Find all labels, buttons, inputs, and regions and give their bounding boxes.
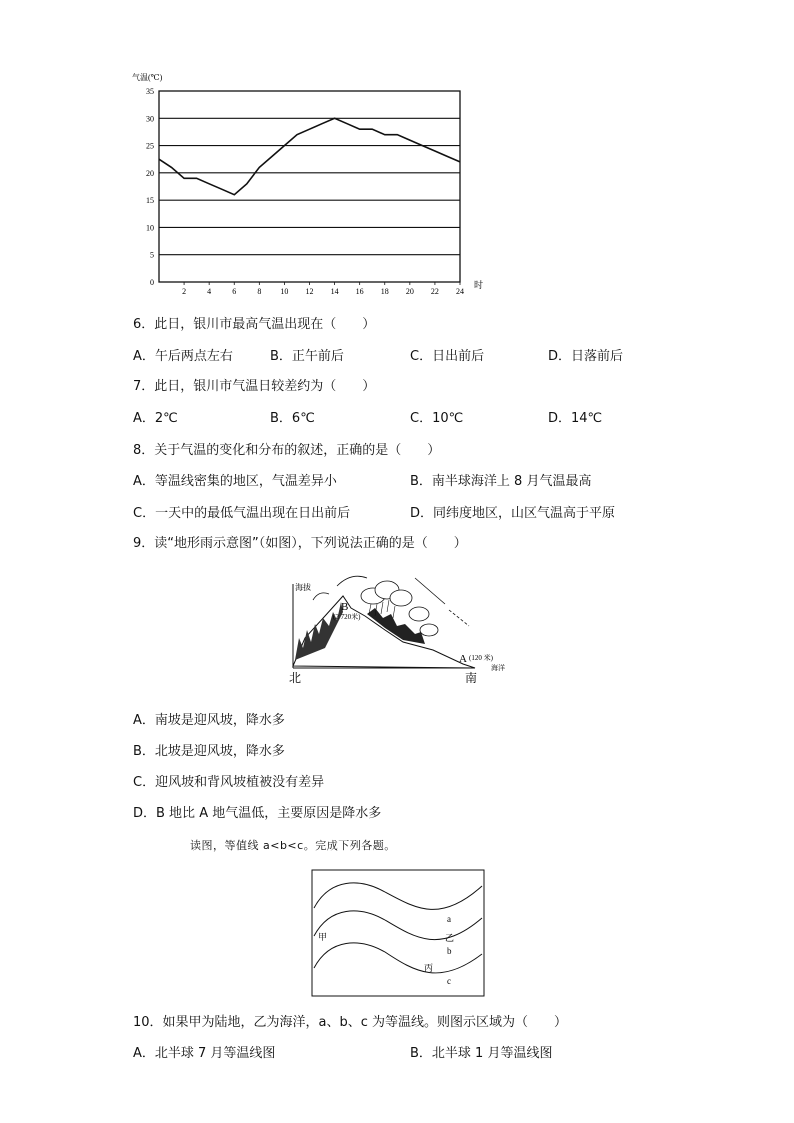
q10-option-a: A．北半球 7 月等温线图 xyxy=(133,1046,276,1061)
region-yi: 乙 xyxy=(445,933,455,943)
chart-grid xyxy=(159,118,460,254)
y-tick-label: 35 xyxy=(146,87,154,96)
q8-option-c: C．一天中的最低气温出现在日出前后 xyxy=(133,506,351,521)
question-8-stem: 8．关于气温的变化和分布的叙述，正确的是（ ） xyxy=(133,443,441,458)
isotherm-line-c xyxy=(314,943,482,973)
q9-option-d: D．B 地比 A 地气温低，主要原因是降水多 xyxy=(133,806,382,821)
chart-xunit: 时 xyxy=(474,280,484,290)
question-9-stem: 9．读“地形雨示意图”（如图），下列说法正确的是（ ） xyxy=(133,536,467,551)
x-tick-label: 8 xyxy=(257,287,262,296)
y-tick-label: 25 xyxy=(146,141,154,151)
isotherm-label-a: a xyxy=(447,914,451,924)
region-jia: 甲 xyxy=(318,932,328,942)
x-tick-label: 4 xyxy=(207,287,212,296)
temperature-series-line xyxy=(159,118,460,194)
south-label: 南 xyxy=(465,671,478,685)
question-10-stem: 10．如果甲为陆地，乙为海洋，a、b、c 为等温线。则图示区域为（ ） xyxy=(133,1015,568,1030)
isotherm-line-b xyxy=(314,911,482,940)
region-bing: 丙 xyxy=(424,963,434,973)
x-tick-label: 20 xyxy=(405,287,414,296)
y-tick-label: 30 xyxy=(146,114,154,124)
question-6-stem: 6．此日，银川市最高气温出现在（ ） xyxy=(133,317,376,332)
q6-option-b: B．正午前后 xyxy=(270,349,344,364)
base-label-a: A xyxy=(459,653,467,665)
y-tick-label: 10 xyxy=(146,223,154,233)
isotherm-line-a xyxy=(314,883,482,909)
x-tick-label: 18 xyxy=(380,287,389,296)
chart-y-tick-labels xyxy=(146,87,154,287)
isotherm-instruction: 读图，等值线 a<b<c。完成下列各题。 xyxy=(190,839,396,852)
x-tick-label: 16 xyxy=(355,287,364,296)
q8-option-a: A．等温线密集的地区，气温差异小 xyxy=(133,474,337,489)
q8-option-d: D．同纬度地区，山区气温高于平原 xyxy=(410,506,616,521)
q7-option-a: A．2℃ xyxy=(133,411,178,426)
y-tick-label: 5 xyxy=(150,250,154,260)
q9-option-b: B．北坡是迎风坡，降水多 xyxy=(133,744,285,759)
q6-option-c: C．日出前后 xyxy=(410,349,485,364)
q8-option-b: B．南半球海洋上 8 月气温最高 xyxy=(410,474,592,489)
x-tick-label: 22 xyxy=(430,287,439,296)
x-tick-label: 12 xyxy=(305,287,314,296)
q7-option-c: C．10℃ xyxy=(410,411,464,426)
peak-height: (2 720米) xyxy=(333,613,361,621)
x-tick-label: 6 xyxy=(232,287,237,296)
y-tick-label: 0 xyxy=(150,278,154,287)
x-tick-label: 2 xyxy=(182,287,187,296)
orographic-rain-figure xyxy=(285,568,525,688)
q7-option-d: D．14℃ xyxy=(548,411,603,426)
y-tick-label: 20 xyxy=(146,168,154,178)
base-height: (120 米) xyxy=(469,654,493,662)
isotherm-figure xyxy=(310,868,490,1000)
chart-x-tick-labels xyxy=(182,282,464,296)
q6-option-a: A．午后两点左右 xyxy=(133,349,233,364)
peak-label-b: B xyxy=(341,601,349,613)
x-tick-label: 14 xyxy=(330,287,339,296)
q10-option-b: B．北半球 1 月等温线图 xyxy=(410,1046,553,1061)
isotherm-label-b: b xyxy=(447,946,452,956)
y-tick-label: 15 xyxy=(146,196,154,206)
x-tick-label: 24 xyxy=(456,287,464,296)
airflow-arrow-icon xyxy=(337,576,367,586)
q7-option-b: B．6℃ xyxy=(270,411,315,426)
isotherm-label-c: c xyxy=(447,976,451,986)
sea-label: 海洋 xyxy=(491,664,505,672)
north-label: 北 xyxy=(289,671,302,685)
altitude-label: 海拔 xyxy=(295,583,311,592)
question-7-stem: 7．此日，银川市气温日较差约为（ ） xyxy=(133,379,376,394)
temperature-chart xyxy=(130,70,490,300)
q9-option-a: A．南坡是迎风坡，降水多 xyxy=(133,713,285,728)
chart-ylabel: 气温(℃) xyxy=(132,73,163,82)
x-tick-label: 10 xyxy=(280,287,289,296)
q9-option-c: C．迎风坡和背风坡植被没有差异 xyxy=(133,775,325,790)
q6-option-d: D．日落前后 xyxy=(548,349,624,364)
